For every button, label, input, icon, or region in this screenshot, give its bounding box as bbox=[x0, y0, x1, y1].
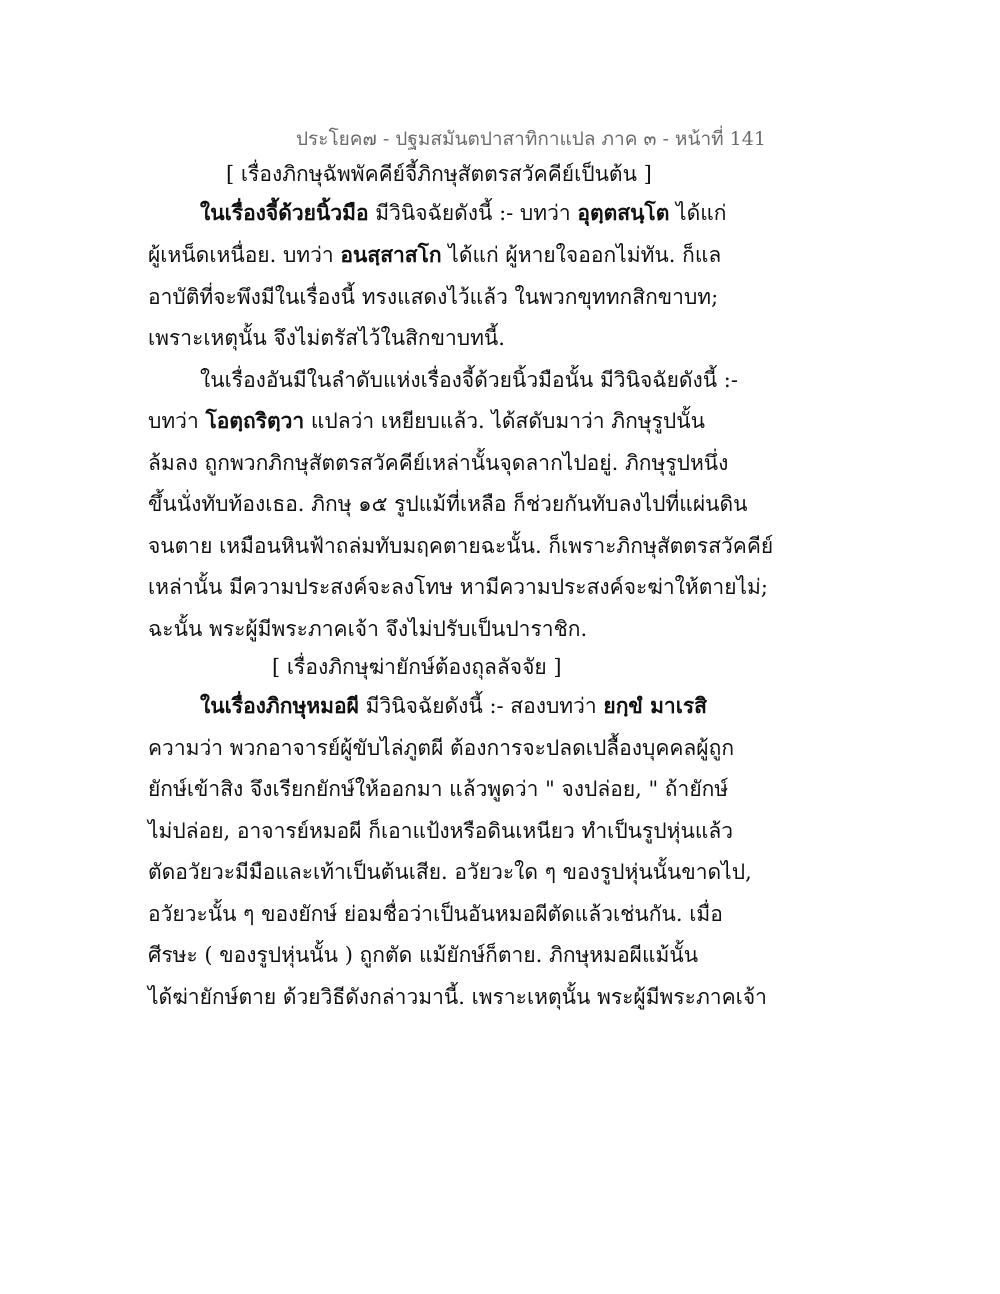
paragraph-line: อวัยวะนั้น ๆ ของยักษ์ ย่อมชื่อว่าเป็นอันหมอผีตัดแล้วเช่นกัน. เมื่อ bbox=[148, 902, 723, 926]
paragraph-line bbox=[148, 407, 868, 435]
paragraph-line: ตัดอวัยวะมีมือและเท้าเป็นต้นเสีย. อวัยวะใด ๆ ของรูปหุ่นนั้นขาดไป, bbox=[148, 860, 752, 884]
text-run: ได้แก่ bbox=[669, 201, 727, 225]
paragraph-line: ฉะนั้น พระผู้มีพระภาคเจ้า จึงไม่ปรับเป็นปาราชิก. bbox=[148, 617, 588, 641]
paragraph-line: ศีรษะ ( ของรูปหุ่นนั้น ) ถูกตัด แม้ยักษ์ก็ตาย. ภิกษุหมอผีแม้นั้น bbox=[148, 943, 699, 967]
paragraph-line: ยักษ์เข้าสิง จึงเรียกยักษ์ให้ออกมา แล้วพูดว่า " จงปล่อย, " ถ้ายักษ์ bbox=[148, 777, 729, 801]
text-run: บทว่า bbox=[148, 409, 206, 433]
paragraph-line: เพราะเหตุนั้น จึงไม่ตรัสไว้ในสิกขาบทนี้. bbox=[148, 326, 505, 350]
running-header: ประโยค๗ - ปฐมสมันตปาสาทิกาแปล ภาค ๓ - หน้าที่ 141 bbox=[296, 128, 766, 150]
bold-term: โอตฺถริตฺวา bbox=[205, 408, 305, 433]
bold-term: อุตฺตสนฺโต bbox=[577, 200, 670, 225]
paragraph-line: จนตาย เหมือนหินฟ้าถล่มทับมฤคตายฉะนั้น. ก็เพราะภิกษุสัตตรสวัคคีย์ bbox=[148, 534, 774, 558]
bold-term: ยกฺขํ มาเรสิ bbox=[603, 693, 708, 718]
paragraph-line: อาบัติที่จะพึงมีในเรื่องนี้ ทรงแสดงไว้แล้ว ในพวกขุททกสิกขาบท; bbox=[148, 285, 719, 309]
bold-term: ในเรื่องภิกษุหมอผี bbox=[200, 693, 359, 718]
paragraph-line: ในเรื่องอันมีในลำดับแห่งเรื่องจี้ด้วยนิ้วมือนั้น มีวินิจฉัยดังนี้ :- bbox=[200, 368, 738, 392]
paragraph-line bbox=[200, 692, 920, 720]
paragraph-line: ความว่า พวกอาจารย์ผู้ขับไล่ภูตผี ต้องการจะปลดเปลื้องบุคคลผู้ถูก bbox=[148, 736, 735, 760]
text-run: มีวินิจฉัยดังนี้ :- สองบทว่า bbox=[358, 694, 604, 718]
section-title: [ เรื่องภิกษุฆ่ายักษ์ต้องถุลลัจจัย ] bbox=[272, 655, 562, 679]
paragraph-line: ล้มลง ถูกพวกภิกษุสัตตรสวัคคีย์เหล่านั้นจุดลากไปอยู่. ภิกษุรูปหนึ่ง bbox=[148, 451, 729, 475]
text-run: ผู้เหน็ดเหนื่อย. บทว่า bbox=[148, 243, 341, 267]
paragraph-line: ได้ฆ่ายักษ์ตาย ด้วยวิธีดังกล่าวมานี้. เพราะเหตุนั้น พระผู้มีพระภาคเจ้า bbox=[148, 985, 767, 1009]
text-run: ได้แก่ ผู้หายใจออกไม่ทัน. ก็แล bbox=[441, 243, 722, 267]
text-run: มีวินิจฉัยดังนี้ :- บทว่า bbox=[368, 201, 578, 225]
section-title: [ เรื่องภิกษุฉัพพัคคีย์จี้ภิกษุสัตตรสวัคคีย์เป็นต้น ] bbox=[226, 162, 652, 186]
paragraph-line bbox=[200, 199, 920, 227]
bold-term: ในเรื่องจี้ด้วยนิ้วมือ bbox=[200, 200, 369, 225]
paragraph-line bbox=[148, 241, 868, 269]
paragraph-line: ขึ้นนั่งทับท้องเธอ. ภิกษุ ๑๕ รูปแม้ที่เหลือ ก็ช่วยกันทับลงไปที่แผ่นดิน bbox=[148, 492, 748, 516]
paragraph-line: ไม่ปล่อย, อาจารย์หมอผี ก็เอาแป้งหรือดินเหนียว ทำเป็นรูปหุ่นแล้ว bbox=[148, 819, 734, 843]
text-run: แปลว่า เหยียบแล้ว. ได้สดับมาว่า ภิกษุรูปนั้น bbox=[304, 409, 705, 433]
paragraph-line: เหล่านั้น มีความประสงค์จะลงโทษ หามีความประสงค์จะฆ่าให้ตายไม่; bbox=[148, 575, 768, 599]
bold-term: อนสฺสาสโก bbox=[340, 242, 442, 267]
